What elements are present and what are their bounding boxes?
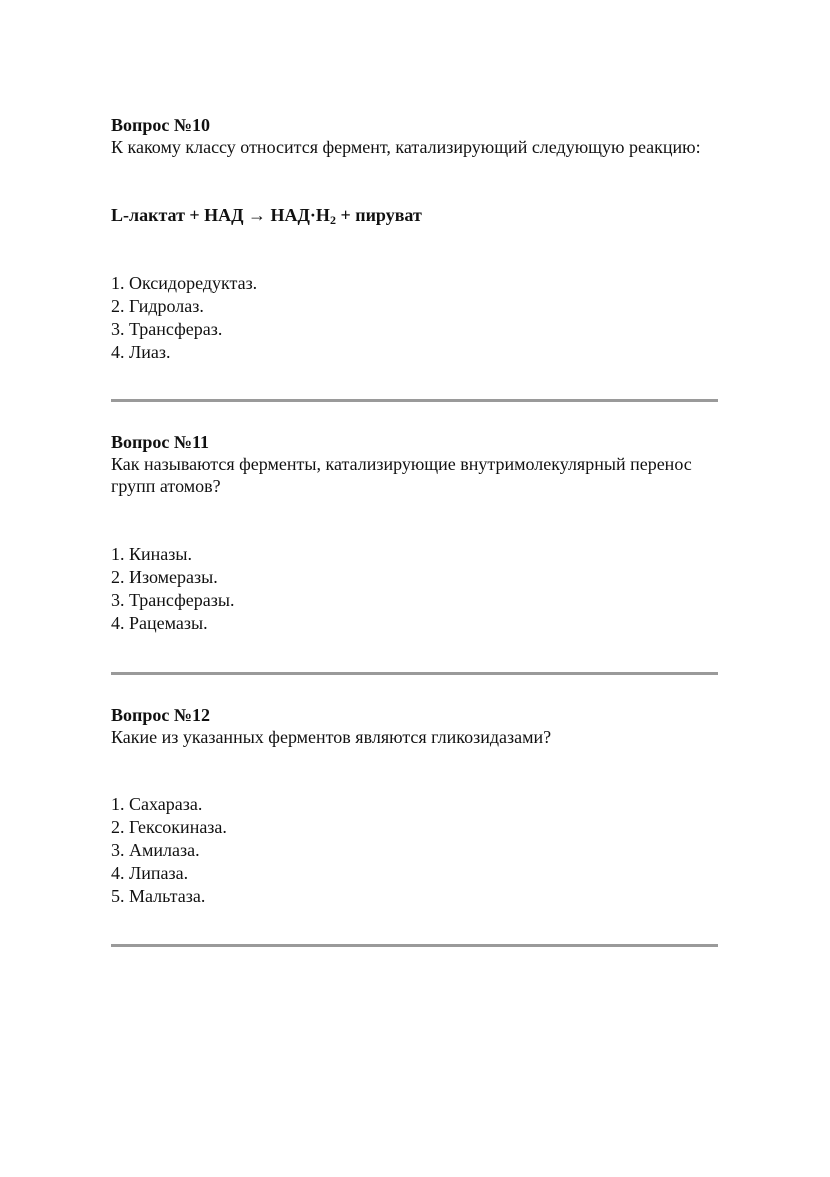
answer-option: 3. Трансфераз. [111,319,223,339]
answer-option: 1. Сахараза. [111,794,203,814]
question-title: Вопрос №10 [111,115,210,135]
answer-option: 3. Трансферазы. [111,590,235,610]
answer-option: 4. Рацемазы. [111,613,208,633]
answer-option: 2. Гидролаз. [111,296,204,316]
answer-option: 4. Липаза. [111,863,189,883]
question-text: Как называются ферменты, катализирующие внутримолекулярный перенос групп атомов? [111,454,692,496]
formula-left: L-лактат + НАД → НАД·Н [111,205,330,225]
question-text: Какие из указанных ферментов являются гликозидазами? [111,727,552,747]
formula-right: + пируват [335,205,422,225]
divider [111,399,718,402]
answer-options [111,272,257,364]
question-12 [111,704,721,906]
answer-options [111,793,227,908]
divider [111,672,718,675]
question-11 [111,431,721,633]
divider [111,944,718,947]
answer-option: 4. Лиаз. [111,342,171,362]
formula-subscript: 2 [329,213,336,227]
answer-option: 2. Гексокиназа. [111,817,227,837]
question-title: Вопрос №12 [111,705,210,725]
question-title: Вопрос №11 [111,432,209,452]
answer-option: 1. Киназы. [111,544,192,564]
question-text: К какому классу относится фермент, катализирующий следующую реакцию: [111,137,701,157]
answer-option: 3. Амилаза. [111,840,200,860]
answer-option: 2. Изомеразы. [111,567,218,587]
answer-option: 1. Оксидоредуктаз. [111,273,258,293]
answer-options [111,543,235,635]
reaction-formula [111,204,422,226]
answer-option: 5. Мальтаза. [111,886,206,906]
